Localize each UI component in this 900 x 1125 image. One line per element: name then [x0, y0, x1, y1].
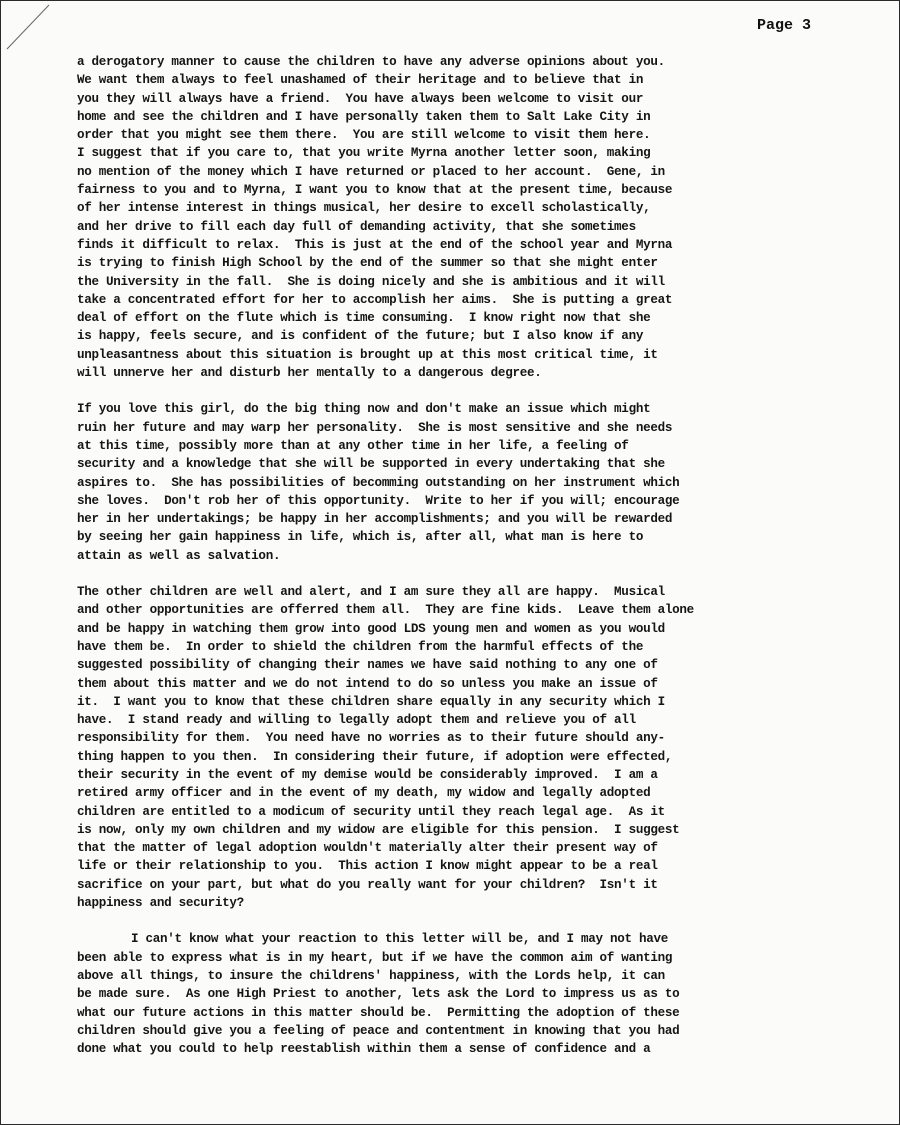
text-line: by seeing her gain happiness in life, which is, after all, what man is here to [77, 530, 644, 545]
text-line: of her intense interest in things musical, her desire to excell scholastically, [77, 201, 651, 216]
text-line: finds it difficult to relax. This is just at the end of the school year and Myrna [77, 237, 673, 252]
text-line: have. I stand ready and willing to legally adopt them and relieve you of all [77, 713, 636, 728]
text-line: children are entitled to a modicum of security until they reach legal age. As it [77, 804, 665, 819]
text-line: is now, only my own children and my widow are eligible for this pension. I suggest [77, 822, 680, 837]
letter-paragraph [77, 400, 847, 565]
text-line: a derogatory manner to cause the children to have any adverse opinions about you. [77, 55, 665, 69]
text-line: ruin her future and may warp her personality. She is most sensitive and she needs [77, 420, 673, 435]
text-line: no mention of the money which I have returned or placed to her account. Gene, in [77, 164, 665, 179]
text-line: at this time, possibly more than at any other time in her life, a feeling of [77, 438, 629, 453]
letter-paragraph [77, 583, 847, 912]
text-line: home and see the children and I have personally taken them to Salt Lake City in [77, 109, 651, 124]
text-line: her in her undertakings; be happy in her accomplishments; and you will be rewarded [77, 512, 673, 527]
text-line: aspires to. She has possibilities of becomming outstanding on her instrument which [77, 475, 680, 490]
text-line: order that you might see them there. You are still welcome to visit them here. [77, 128, 651, 143]
text-line: have them be. In order to shield the children from the harmful effects of the [77, 639, 644, 654]
text-line: is trying to finish High School by the end of the summer so that she might enter [77, 256, 658, 271]
text-line: life or their relationship to you. This action I know might appear to be a real [77, 859, 658, 874]
text-line: that the matter of legal adoption wouldn't materially alter their present way of [77, 841, 658, 856]
text-line: will unnerve her and disturb her mentally to a dangerous degree. [77, 366, 542, 381]
text-line: you they will always have a friend. You have always been welcome to visit our [77, 91, 644, 106]
text-line: happiness and security? [77, 896, 244, 911]
text-line: If you love this girl, do the big thing now and don't make an issue which might [77, 402, 651, 417]
text-line: what our future actions in this matter should be. Permitting the adoption of these [77, 1005, 680, 1020]
text-line: sacrifice on your part, but what do you really want for your children? Isn't it [77, 877, 658, 892]
text-line: responsibility for them. You need have no worries as to their future should any- [77, 731, 665, 746]
text-line: them about this matter and we do not intend to do so unless you make an issue of [77, 676, 658, 691]
text-line: and be happy in watching them grow into good LDS young men and women as you would [77, 621, 665, 636]
scan-corner-mark [5, 3, 75, 53]
text-line: fairness to you and to Myrna, I want you to know that at the present time, because [77, 183, 673, 198]
text-line: is happy, feels secure, and is confident of the future; but I also know if any [77, 329, 644, 344]
letter-paragraph [77, 930, 847, 1058]
text-line: children should give you a feeling of peace and contentment in knowing that you had [77, 1023, 680, 1038]
text-line: I can't know what your reaction to this letter will be, and I may not have [131, 932, 669, 947]
text-line: unpleasantness about this situation is brought up at this most critical time, it [77, 347, 658, 362]
text-line: suggested possibility of changing their names we have said nothing to any one of [77, 658, 658, 673]
text-line: and her drive to fill each day full of demanding activity, that she sometimes [77, 219, 636, 234]
text-line: their security in the event of my demise would be considerably improved. I am a [77, 767, 658, 782]
text-line: thing happen to you then. In considering their future, if adoption were effected, [77, 749, 673, 764]
text-line: We want them always to feel unashamed of their heritage and to believe that in [77, 73, 644, 88]
text-line: take a concentrated effort for her to accomplish her aims. She is putting a great [77, 292, 673, 307]
text-line: and other opportunities are offerred them all. They are fine kids. Leave them alone [77, 603, 694, 618]
text-line: above all things, to insure the childrens' happiness, with the Lords help, it can [77, 968, 665, 983]
text-line: The other children are well and alert, and I am sure they all are happy. Musical [77, 585, 665, 600]
text-line: she loves. Don't rob her of this opportunity. Write to her if you will; encourage [77, 493, 680, 508]
page-number: Page 3 [756, 17, 811, 34]
text-line: the University in the fall. She is doing nicely and she is ambitious and it will [77, 274, 665, 289]
text-line: been able to express what is in my heart, but if we have the common aim of wanting [77, 950, 673, 965]
text-line: deal of effort on the flute which is time consuming. I know right now that she [77, 311, 651, 326]
text-line: security and a knowledge that she will be supported in every undertaking that she [77, 457, 665, 472]
text-line: done what you could to help reestablish within them a sense of confidence and a [77, 1042, 651, 1057]
letter-paragraph [77, 53, 847, 382]
text-line: it. I want you to know that these children share equally in any security which I [77, 694, 665, 709]
text-line: be made sure. As one High Priest to another, lets ask the Lord to impress us as to [77, 987, 680, 1002]
text-line: retired army officer and in the event of my death, my widow and legally adopted [77, 786, 651, 801]
letter-body [77, 53, 847, 1076]
text-line: attain as well as salvation. [77, 548, 281, 563]
text-line: I suggest that if you care to, that you write Myrna another letter soon, making [77, 146, 651, 161]
